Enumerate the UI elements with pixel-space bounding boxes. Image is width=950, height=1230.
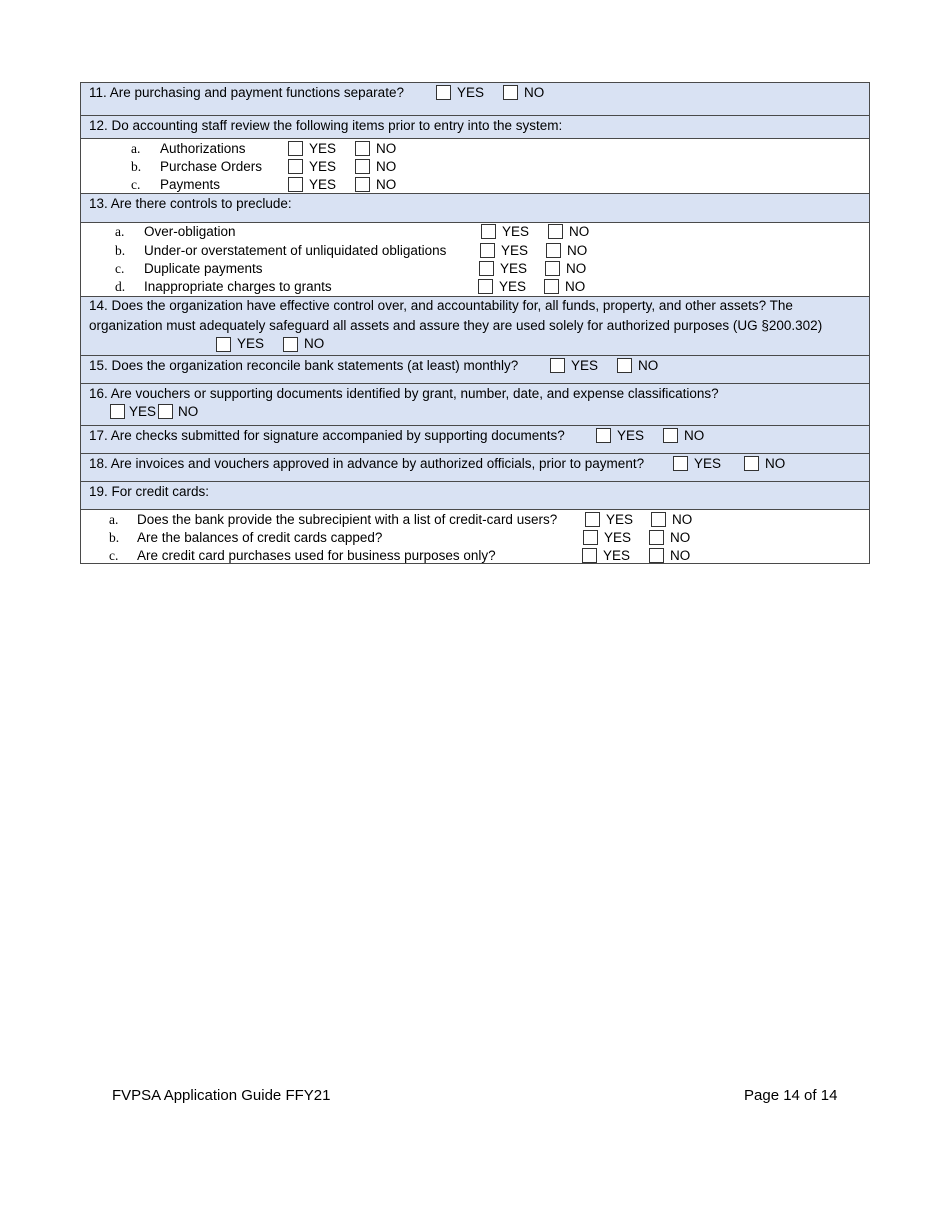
q14-yes-label: YES <box>237 336 265 351</box>
q12-b-yes-label: YES <box>309 159 337 174</box>
q12-a-letter: a. <box>131 141 141 156</box>
q15-no-checkbox[interactable] <box>617 358 632 373</box>
q13-c-no-checkbox[interactable] <box>545 261 560 276</box>
q19-b-label: Are the balances of credit cards capped? <box>137 530 383 545</box>
q19-c-label: Are credit card purchases used for business purposes only? <box>137 548 496 563</box>
q11-no-checkbox[interactable] <box>503 85 518 100</box>
q13-b-no-checkbox[interactable] <box>546 243 561 258</box>
q16-no-checkbox[interactable] <box>158 404 173 419</box>
q12-b-no-label: NO <box>376 159 397 174</box>
q13-c-yes-checkbox[interactable] <box>479 261 494 276</box>
q11-question: 11. Are purchasing and payment functions separate? <box>89 85 404 100</box>
q12-c-no-checkbox[interactable] <box>355 177 370 192</box>
q19-b-yes-checkbox[interactable] <box>583 530 598 545</box>
q17-yes-checkbox[interactable] <box>596 428 611 443</box>
q19-c-yes-label: YES <box>603 548 631 563</box>
q13-a-yes-checkbox[interactable] <box>481 224 496 239</box>
q18-no-label: NO <box>765 456 786 471</box>
q12-a-yes-checkbox[interactable] <box>288 141 303 156</box>
q11-row <box>80 82 870 115</box>
q17-row <box>80 425 870 453</box>
questionnaire-table <box>80 82 870 564</box>
q13-d-yes-label: YES <box>499 279 527 294</box>
q12-c-yes-checkbox[interactable] <box>288 177 303 192</box>
q14-yes-checkbox[interactable] <box>216 337 231 352</box>
q12-question: 12. Do accounting staff review the following items prior to entry into the system: <box>89 118 563 133</box>
q19-b-yes-label: YES <box>604 530 632 545</box>
q13-row <box>80 193 870 222</box>
q16-row <box>80 383 870 425</box>
q13-b-yes-checkbox[interactable] <box>480 243 495 258</box>
q17-question: 17. Are checks submitted for signature accompanied by supporting documents? <box>89 428 565 443</box>
q12-c-label: Payments <box>160 177 221 192</box>
q16-yes-label: YES <box>129 404 157 419</box>
q13-d-no-checkbox[interactable] <box>544 279 559 294</box>
q14-no-label: NO <box>304 336 325 351</box>
q11-yes-checkbox[interactable] <box>436 85 451 100</box>
q12-items <box>80 138 870 193</box>
q19-a-letter: a. <box>109 512 119 527</box>
q13-a-label: Over-obligation <box>144 224 236 239</box>
q19-b-no-checkbox[interactable] <box>649 530 664 545</box>
q19-b-no-label: NO <box>670 530 691 545</box>
q13-d-yes-checkbox[interactable] <box>478 279 493 294</box>
q13-a-no-label: NO <box>569 224 590 239</box>
q12-a-no-label: NO <box>376 141 397 156</box>
q15-yes-checkbox[interactable] <box>550 358 565 373</box>
q11-yes-label: YES <box>457 85 485 100</box>
q12-b-no-checkbox[interactable] <box>355 159 370 174</box>
q13-a-yes-label: YES <box>502 224 530 239</box>
q13-c-yes-label: YES <box>500 261 528 276</box>
q12-c-no-label: NO <box>376 177 397 192</box>
q18-yes-label: YES <box>694 456 722 471</box>
q17-yes-label: YES <box>617 428 645 443</box>
q19-a-yes-label: YES <box>606 512 634 527</box>
q19-c-no-label: NO <box>670 548 691 563</box>
q19-row <box>80 481 870 509</box>
q16-no-label: NO <box>178 404 199 419</box>
footer-document-title: FVPSA Application Guide FFY21 <box>112 1087 331 1104</box>
q17-no-checkbox[interactable] <box>663 428 678 443</box>
q13-b-no-label: NO <box>567 243 588 258</box>
q13-question: 13. Are there controls to preclude: <box>89 196 292 211</box>
q15-no-label: NO <box>638 358 659 373</box>
q12-b-letter: b. <box>131 159 142 174</box>
q13-d-no-label: NO <box>565 279 586 294</box>
q13-items <box>80 222 870 296</box>
q19-b-letter: b. <box>109 530 120 545</box>
q12-b-label: Purchase Orders <box>160 159 263 174</box>
q13-d-letter: d. <box>115 279 126 294</box>
q18-no-checkbox[interactable] <box>744 456 759 471</box>
q19-question: 19. For credit cards: <box>89 484 210 499</box>
q12-b-yes-checkbox[interactable] <box>288 159 303 174</box>
q13-a-letter: a. <box>115 224 125 239</box>
q13-c-label: Duplicate payments <box>144 261 263 276</box>
q17-no-label: NO <box>684 428 705 443</box>
q14-question-line1: 14. Does the organization have effective control over, and accountability for, all funds, property, and other assets? The <box>89 298 793 313</box>
q16-yes-checkbox[interactable] <box>110 404 125 419</box>
q13-b-letter: b. <box>115 243 126 258</box>
q14-question-line2: organization must adequately safeguard all assets and assure they are used solely for authorized purposes (UG §200.302) <box>89 318 823 333</box>
q16-question: 16. Are vouchers or supporting documents identified by grant, number, date, and expense classifications? <box>89 386 719 401</box>
q19-items <box>80 509 870 564</box>
q15-row <box>80 355 870 383</box>
q12-row <box>80 115 870 138</box>
q19-a-label: Does the bank provide the subrecipient with a list of credit-card users? <box>137 512 558 527</box>
q12-a-no-checkbox[interactable] <box>355 141 370 156</box>
q12-c-letter: c. <box>131 177 141 192</box>
q13-c-letter: c. <box>115 261 125 276</box>
q13-c-no-label: NO <box>566 261 587 276</box>
q13-b-yes-label: YES <box>501 243 529 258</box>
q15-question: 15. Does the organization reconcile bank statements (at least) monthly? <box>89 358 519 373</box>
q13-a-no-checkbox[interactable] <box>548 224 563 239</box>
q19-c-letter: c. <box>109 548 119 563</box>
q18-question: 18. Are invoices and vouchers approved in advance by authorized officials, prior to payment? <box>89 456 645 471</box>
q15-yes-label: YES <box>571 358 599 373</box>
q18-yes-checkbox[interactable] <box>673 456 688 471</box>
q11-no-label: NO <box>524 85 545 100</box>
q12-c-yes-label: YES <box>309 177 337 192</box>
q13-b-label: Under-or overstatement of unliquidated obligations <box>144 243 447 258</box>
q19-a-no-label: NO <box>672 512 693 527</box>
q19-a-yes-checkbox[interactable] <box>585 512 600 527</box>
q19-c-yes-checkbox[interactable] <box>582 548 597 563</box>
q12-a-label: Authorizations <box>160 141 246 156</box>
q14-no-checkbox[interactable] <box>283 337 298 352</box>
q14-row <box>80 296 870 355</box>
q19-a-no-checkbox[interactable] <box>651 512 666 527</box>
footer-page-number: Page 14 of 14 <box>744 1087 838 1104</box>
q13-d-label: Inappropriate charges to grants <box>144 279 332 294</box>
q19-c-no-checkbox[interactable] <box>649 548 664 563</box>
q12-a-yes-label: YES <box>309 141 337 156</box>
q18-row <box>80 453 870 481</box>
